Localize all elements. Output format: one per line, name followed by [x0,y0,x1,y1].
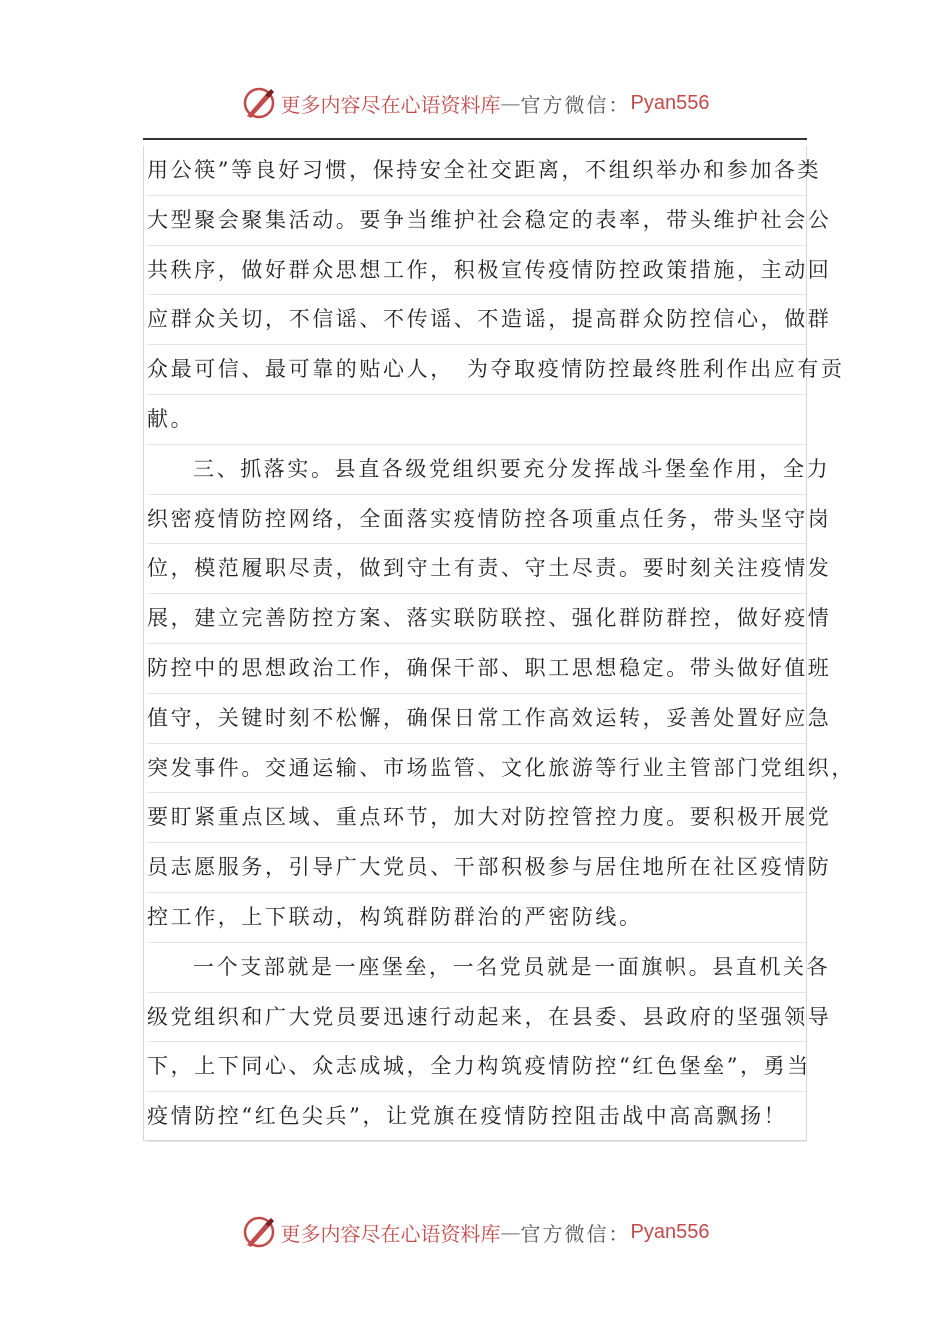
text-line: 控工作，上下联动，构筑群防群治的严密防线。 [147,893,806,943]
text-line: 大型聚会聚集活动。要争当维护社会稳定的表率，带头维护社会公 [147,196,806,246]
text-line: 位，模范履职尽责，做到守土有责、守土尽责。要时刻关注疫情发 [147,544,806,594]
text-line: 展，建立完善防控方案、落实联防联控、强化群防群控，做好疫情 [147,594,806,644]
text-line: 三、抓落实。县直各级党组织要充分发挥战斗堡垒作用，全力 [147,445,806,495]
pen-circle-logo-icon [241,1214,277,1250]
footer-separator: — [500,1220,521,1244]
text-line: 突发事件。交通运输、市场监管、文化旅游等行业主管部门党组织， [147,744,806,794]
text-line: 献。 [147,395,806,445]
footer-wechat-label: 官方微信： [520,1221,631,1246]
footer-banner [0,1212,950,1252]
text-line: 值守，关键时刻不松懈，确保日常工作高效运转，妥善处置好应急 [147,694,806,744]
pen-circle-logo-icon [241,85,277,121]
paragraph-1 [144,146,845,445]
text-line: 织密疫情防控网络，全面落实疫情防控各项重点任务，带头坚守岗 [147,495,806,545]
header-brand-text: 更多内容尽在心语资料库 [280,92,501,117]
header-banner [0,83,950,123]
text-line: 一个支部就是一座堡垒，一名党员就是一面旗帜。县直机关各 [147,943,806,993]
text-line: 下，上下同心、众志成城，全力构筑疫情防控“红色堡垒”，勇当 [147,1042,806,1092]
text-line: 众最可信、最可靠的贴心人， 为夺取疫情防控最终胜利作出应有贡 [147,345,806,395]
paragraph-2 [144,445,855,943]
text-line: 要盯紧重点区域、重点环节，加大对防控管控力度。要积极开展党 [147,793,806,843]
text-line: 疫情防控“红色尖兵”，让党旗在疫情防控阻击战中高高飘扬！ [147,1092,806,1142]
text-line: 共秩序，做好群众思想工作，积极宣传疫情防控政策措施，主动回 [147,246,806,296]
footer-brand-text: 更多内容尽在心语资料库 [280,1221,501,1246]
paragraph-3 [144,943,832,1142]
text-line: 员志愿服务，引导广大党员、干部积极参与居住地所在社区疫情防 [147,843,806,893]
text-line: 应群众关切，不信谣、不传谣、不造谣，提高群众防控信心，做群 [147,295,806,345]
text-line: 用公筷”等良好习惯，保持安全社交距离，不组织举办和参加各类 [147,146,806,196]
header-separator: — [500,91,521,115]
footer-wechat-id: Pyan556 [630,1220,710,1243]
header-wechat-label: 官方微信： [520,92,631,117]
text-line: 级党组织和广大党员要迅速行动起来，在县委、县政府的坚强领导 [147,993,806,1043]
header-divider [143,138,807,140]
header-wechat-id: Pyan556 [630,91,710,114]
text-line: 防控中的思想政治工作，确保干部、职工思想稳定。带头做好值班 [147,644,806,694]
document-body [143,146,855,1141]
